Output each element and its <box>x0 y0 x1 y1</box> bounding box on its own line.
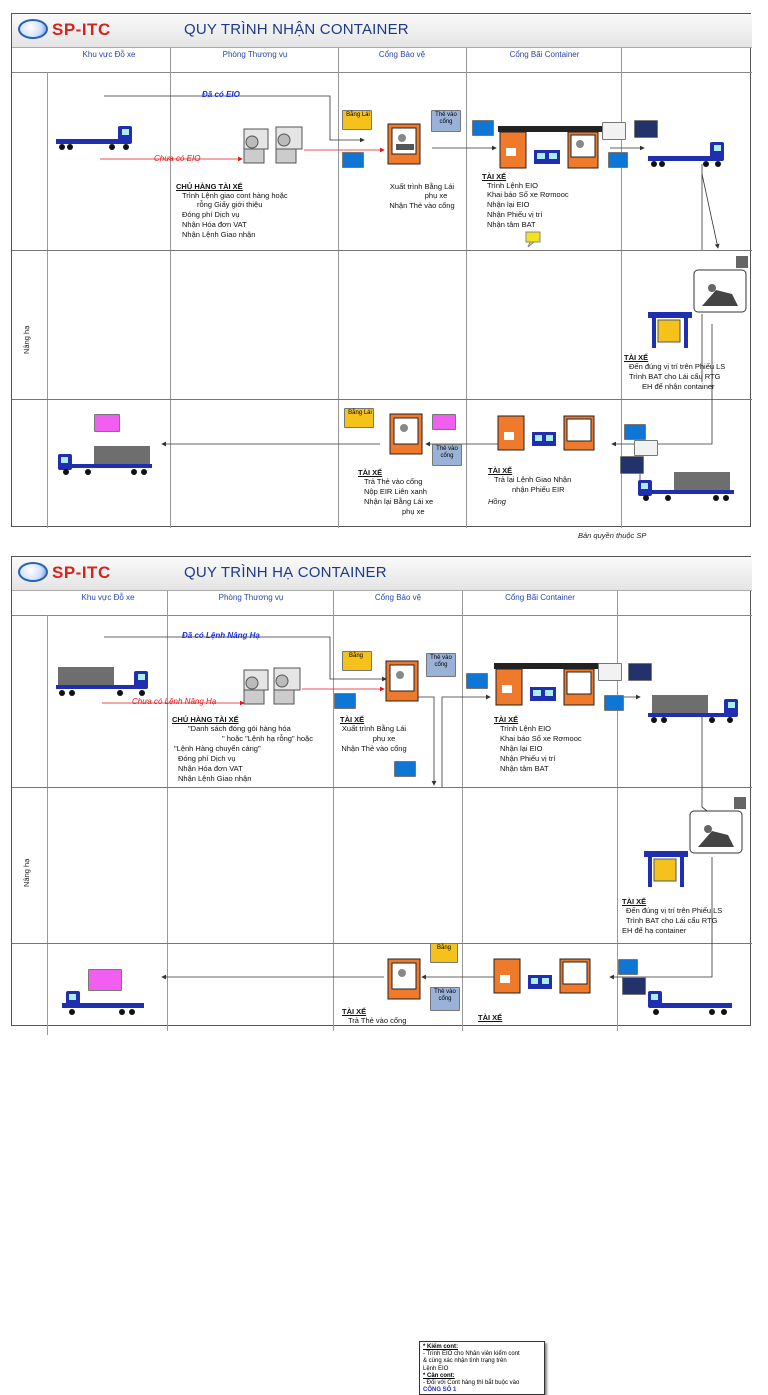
lift-line: Đến đúng vị trí trên Phiếu LS <box>626 906 723 915</box>
column-header-yard-gate: Cổng Bãi Container <box>509 50 580 59</box>
copyright-text: Bản quyền thuộc SP <box>578 531 647 540</box>
document-icon <box>628 663 652 681</box>
gate-line: Nhận Thẻ vào cổng <box>341 744 407 753</box>
document-icon <box>604 695 624 711</box>
lift-heading: TÀI XẾ <box>622 897 647 906</box>
lane-label: Nâng hạ <box>22 858 31 887</box>
owner-line: "Lệnh Hàng chuyển cảng" <box>174 744 261 753</box>
return-gate-heading: TÀI XẾ <box>358 468 383 477</box>
return-yard-line: nhận Phiếu EIR <box>512 485 565 494</box>
document-icon <box>472 120 494 136</box>
document-icon <box>598 663 622 681</box>
lift-line: Trình BAT cho Lái cẩu RTG <box>629 372 721 381</box>
doc-label-license: Bằng <box>436 945 451 951</box>
owner-line: Đóng phí Dịch vụ <box>178 754 236 763</box>
doc-label-license: Bằng Lái <box>346 112 370 118</box>
yard-gate-line: Nhận lại EIO <box>487 200 530 209</box>
gate-line: Xuất trình Bằng Lái <box>341 724 407 733</box>
gate-line: phụ xe <box>372 734 396 743</box>
doc-label-gate-card: Thẻ vào cổng <box>435 112 457 125</box>
owner-line: Nhận Hóa đơn VAT <box>182 220 247 229</box>
column-header-business-office: Phòng Thương vụ <box>222 50 288 59</box>
owner-line: "Danh sách đóng gói hàng hóa <box>188 724 291 733</box>
yard-gate-line: Nhận Phiếu vị trí <box>487 210 543 219</box>
return-gate-line: phụ xe <box>402 507 425 516</box>
document-icon <box>334 693 356 709</box>
note-line: Lệnh EIO <box>423 1365 449 1372</box>
owner-heading: CHỦ HÀNG TÀI XẾ <box>172 715 239 724</box>
return-gate-line: Trả Thẻ vào cổng <box>364 477 423 486</box>
note-heading: * Kiểm cont: <box>423 1344 459 1350</box>
container-truck-icon <box>58 446 152 475</box>
return-yard-heading: TÀI XẾ <box>488 466 513 475</box>
crane-icon <box>648 312 692 348</box>
lift-line: Đến đúng vị trí trên Phiếu LS <box>629 362 726 371</box>
doc-label-license: Bằng Lái <box>348 410 372 416</box>
yard-gate-icon <box>494 663 606 705</box>
operator-cab-icon <box>694 256 748 312</box>
document-icon <box>622 977 646 995</box>
note-box <box>419 1341 545 1395</box>
label-has-eio: Đã có EIO <box>202 90 240 99</box>
yard-gate-line: Trình Lệnh EIO <box>487 181 538 190</box>
column-header-security-gate: Cổng Bảo vệ <box>374 593 422 602</box>
lift-line: EH để nhận container <box>642 382 715 391</box>
note-line: - Đối với Cont hàng thì bắt buộc vào <box>423 1380 520 1387</box>
panel-title: QUY TRÌNH HẠ CONTAINER <box>184 564 387 581</box>
document-icon <box>94 414 120 432</box>
column-header-business-office: Phòng Thương vụ <box>218 593 284 602</box>
yard-gate-line: Nhận lại EIO <box>500 744 543 753</box>
yard-gate-icon <box>498 416 594 450</box>
label-has-order: Đã có Lệnh Nâng Hạ <box>182 631 260 640</box>
yard-gate-heading: TÀI XẾ <box>482 172 507 181</box>
office-workers-icon <box>244 127 302 163</box>
lift-line: Trình BAT cho Lái cẩu RTG <box>626 916 718 925</box>
return-gate-line: Nhận lại Bằng Lái xe <box>364 497 434 506</box>
owner-heading: CHỦ HÀNG TÀI XẾ <box>176 182 243 191</box>
document-icon <box>466 673 488 689</box>
document-icon <box>608 152 628 168</box>
office-workers-icon <box>244 668 300 704</box>
gate-booth-icon <box>388 124 420 164</box>
column-header-security-gate: Cổng Bảo vệ <box>378 50 426 59</box>
return-yard-line: Trả lại Lệnh Giao Nhận <box>494 475 572 484</box>
note-line: & cùng xác nhận tình trạng trên <box>423 1358 507 1365</box>
owner-line: rỗng Giấy giới thiệu <box>197 200 263 209</box>
document-icon <box>624 424 646 440</box>
document-icon <box>634 440 658 456</box>
column-header-yard-gate: Cổng Bãi Container <box>505 593 575 602</box>
doc-label-gate-card: Thẻ vào cổng <box>434 989 456 1002</box>
doc-label-gate-card: Thẻ vào cổng <box>430 655 452 668</box>
owner-line: Trình Lệnh giao cont hàng hoặc <box>182 191 288 200</box>
document-icon <box>620 456 644 474</box>
document-icon <box>342 152 364 168</box>
lane-label: Nâng hạ <box>22 325 31 354</box>
document-icon <box>88 969 122 991</box>
gate-booth-icon <box>390 414 422 454</box>
column-header-parking: Khu vực Đỗ xe <box>82 50 136 59</box>
label-no-order: Chưa có Lệnh Nâng Hạ <box>132 697 217 706</box>
diagram-panel-receive <box>11 13 751 527</box>
owner-line: " hoặc "Lệnh hạ rỗng" hoặc <box>222 734 313 743</box>
label-no-eio: Chưa có EIO <box>154 154 201 163</box>
gate-heading: TÀI XẾ <box>340 715 365 724</box>
return-gate-heading: TÀI XẾ <box>342 1007 367 1016</box>
yard-gate-line: Nhận Phiếu vị trí <box>500 754 556 763</box>
gate-line: phụ xe <box>424 191 448 200</box>
logo-text: SP-ITC <box>52 563 111 582</box>
lift-heading: TÀI XẾ <box>624 353 649 362</box>
truck-icon <box>62 991 144 1015</box>
truck-icon <box>648 991 732 1015</box>
doc-label-gate-card: Thẻ vào cổng <box>436 446 458 459</box>
crane-icon <box>644 851 688 887</box>
yard-gate-line: Nhận tâm BAT <box>500 764 549 773</box>
document-icon <box>432 414 456 430</box>
column-header-parking: Khu vực Đỗ xe <box>81 593 135 602</box>
return-yard-line: Hồng <box>488 497 506 506</box>
gate-line: Nhận Thẻ vào cổng <box>389 201 455 210</box>
yard-gate-line: Khai báo Số xe Rơmooc <box>500 734 582 743</box>
note-line: CỔNG SỐ 1 <box>423 1387 457 1394</box>
yard-gate-icon <box>498 126 610 168</box>
gate-line: Xuất trình Bằng Lái <box>389 182 455 191</box>
container-truck-icon <box>638 472 734 501</box>
yard-gate-icon <box>494 959 590 993</box>
return-gate-line: Nộp EIR Liên xanh <box>364 487 427 496</box>
diagram-panel-drop <box>11 556 751 1394</box>
gate-booth-icon <box>388 959 420 999</box>
lift-line: EH để hạ container <box>622 926 687 935</box>
note-heading: * Cân cont: <box>423 1372 455 1379</box>
owner-line: Đóng phí Dịch vụ <box>182 210 240 219</box>
logo-text: SP-ITC <box>52 20 111 39</box>
gate-booth-icon <box>386 661 418 701</box>
yard-gate-line: Nhận tâm BAT <box>487 220 536 229</box>
operator-cab-icon <box>690 797 746 853</box>
chat-bubble-icon <box>526 232 540 247</box>
container-truck-icon <box>648 695 738 723</box>
doc-label-license: Bằng <box>348 653 363 659</box>
return-yard-heading: TÀI XẾ <box>478 1013 503 1022</box>
yard-gate-line: Trình Lệnh EIO <box>500 724 551 733</box>
return-gate-line: Trả Thẻ vào cổng <box>348 1016 407 1025</box>
document-icon <box>602 122 626 140</box>
yard-gate-heading: TÀI XẾ <box>494 715 519 724</box>
document-icon <box>634 120 658 138</box>
owner-line: Nhận Lệnh Giao nhận <box>178 774 252 783</box>
truck-icon <box>56 126 132 150</box>
note-line: - Trình EIO cho Nhân viên kiểm cont <box>423 1351 520 1358</box>
owner-line: Nhận Hóa đơn VAT <box>178 764 243 773</box>
panel-title: QUY TRÌNH NHẬN CONTAINER <box>184 21 409 38</box>
icons-layer <box>12 557 752 1027</box>
document-icon <box>394 761 416 777</box>
document-icon <box>618 959 638 975</box>
owner-line: Nhận Lệnh Giao nhận <box>182 230 256 239</box>
yard-gate-line: Khai báo Số xe Rơmooc <box>487 190 569 199</box>
container-truck-icon <box>56 667 148 696</box>
truck-icon <box>648 142 724 167</box>
